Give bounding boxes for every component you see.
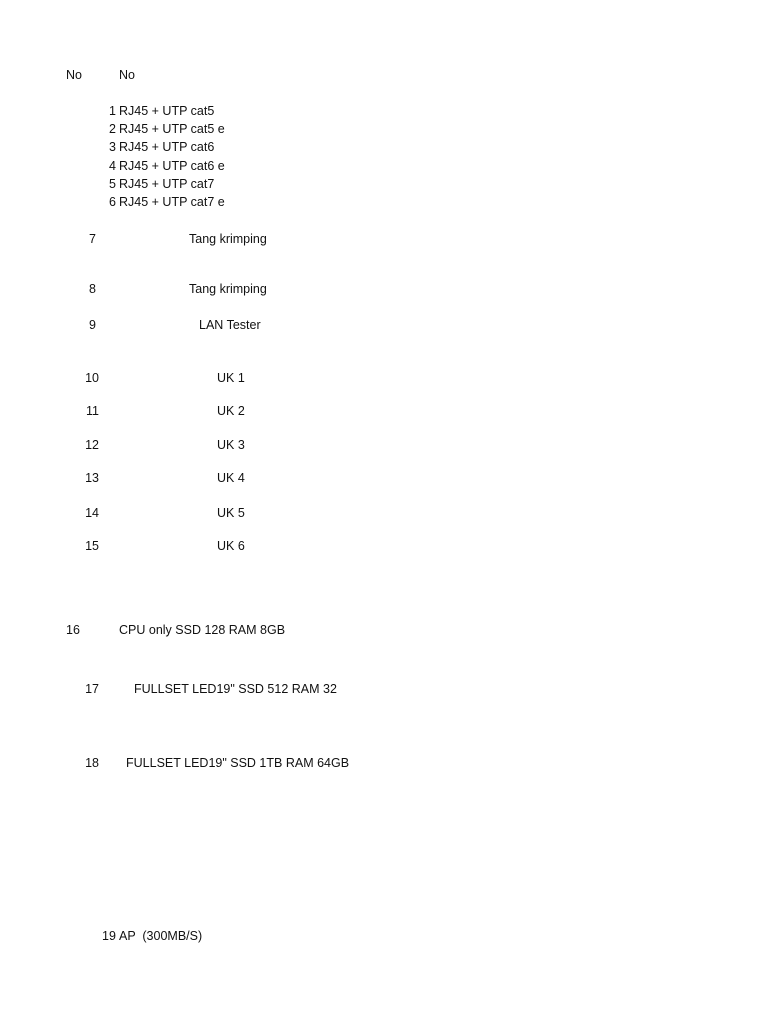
item-number: 10 xyxy=(85,371,99,385)
item-number: 1 xyxy=(109,104,116,118)
item-label: AP (300MB/S) xyxy=(119,929,203,943)
item-number: 3 xyxy=(109,140,116,154)
item-label: Tang krimping xyxy=(189,282,267,296)
item-number: 12 xyxy=(85,438,99,452)
item-label: FULLSET LED19" SSD 512 RAM 32 xyxy=(134,682,337,696)
item-label: UK 1 xyxy=(217,371,245,385)
item-label: CPU only SSD 128 RAM 8GB xyxy=(119,623,286,637)
item-label: RJ45 + UTP cat6 xyxy=(119,140,215,154)
item-label: RJ45 + UTP cat7 xyxy=(119,177,215,191)
item-label: UK 3 xyxy=(217,438,245,452)
item-label: UK 2 xyxy=(217,404,245,418)
header-no-2: No xyxy=(119,68,135,82)
item-number: 4 xyxy=(109,159,116,173)
item-number: 17 xyxy=(85,682,99,696)
item-label: UK 4 xyxy=(217,471,245,485)
item-number: 18 xyxy=(85,756,99,770)
item-number: 15 xyxy=(85,539,99,553)
item-label: RJ45 + UTP cat7 e xyxy=(119,195,225,209)
item-number: 19 xyxy=(102,929,116,943)
item-number: 9 xyxy=(89,318,96,332)
item-number: 6 xyxy=(109,195,116,209)
item-number: 8 xyxy=(89,282,96,296)
item-label: Tang krimping xyxy=(189,232,267,246)
item-number: 2 xyxy=(109,122,116,136)
item-label: UK 6 xyxy=(217,539,245,553)
item-label: RJ45 + UTP cat5 e xyxy=(119,122,225,136)
item-number: 11 xyxy=(86,404,99,418)
item-label: UK 5 xyxy=(217,506,245,520)
item-number: 14 xyxy=(85,506,99,520)
item-number: 16 xyxy=(66,623,80,637)
item-label: LAN Tester xyxy=(199,318,261,332)
item-number: 5 xyxy=(109,177,116,191)
item-number: 7 xyxy=(89,232,96,246)
item-number: 13 xyxy=(85,471,99,485)
item-label: FULLSET LED19" SSD 1TB RAM 64GB xyxy=(126,756,350,770)
item-label: RJ45 + UTP cat6 e xyxy=(119,159,225,173)
item-label: RJ45 + UTP cat5 xyxy=(119,104,215,118)
header-no-1: No xyxy=(66,68,82,82)
